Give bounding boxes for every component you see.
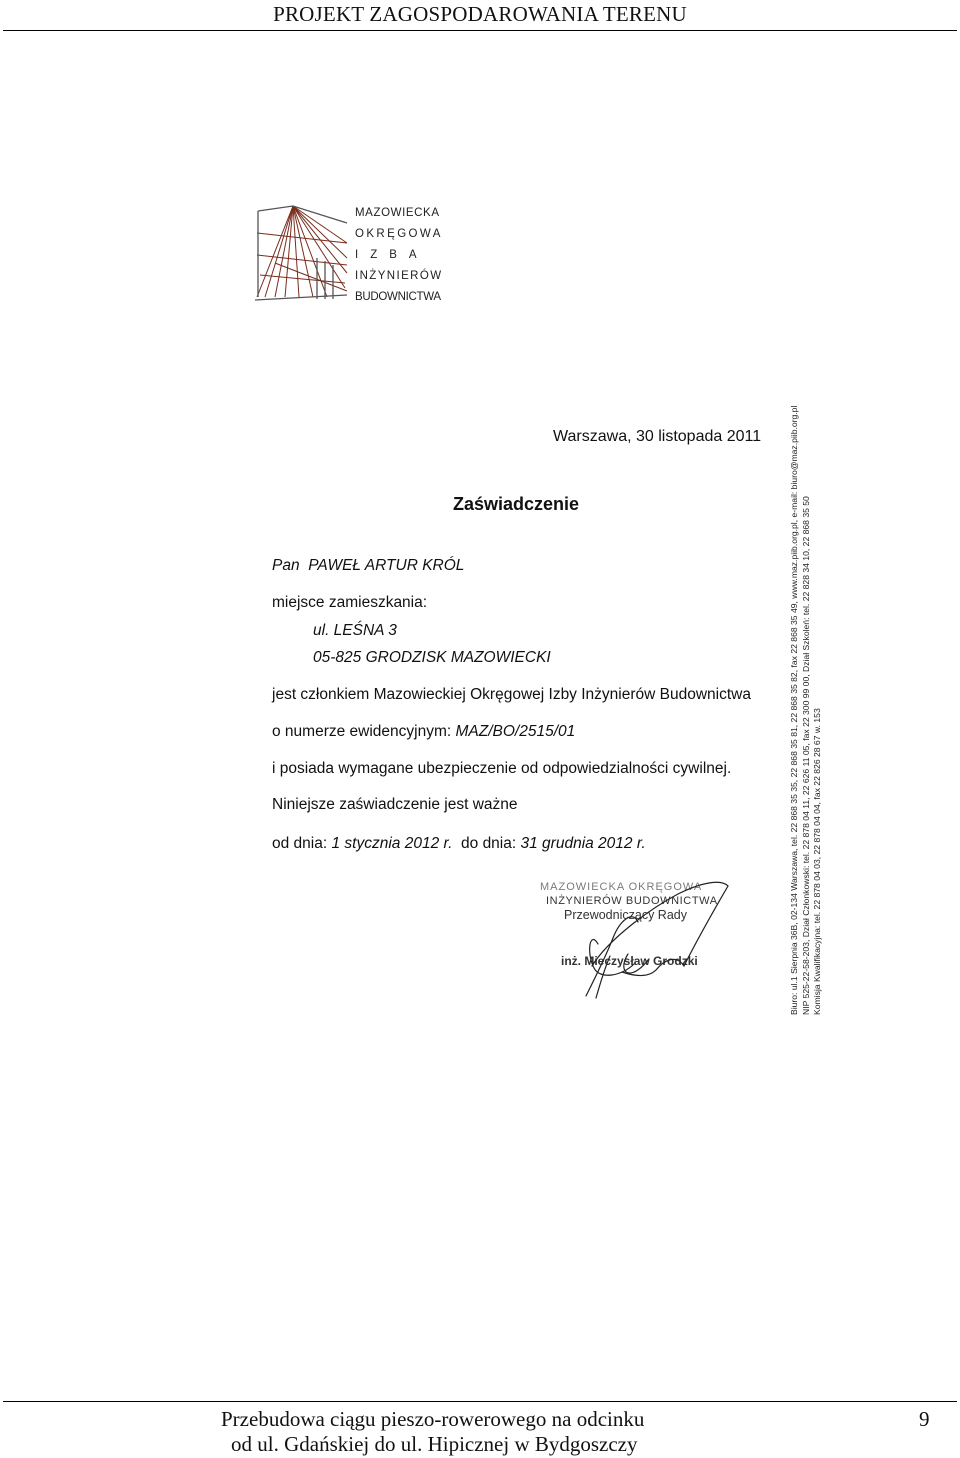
validity-period	[272, 835, 646, 853]
registration-number: MAZ/BO/2515/01	[455, 723, 576, 740]
registration-label: o numerze ewidencyjnym:	[272, 723, 452, 740]
stamp-line-1: MAZOWIECKA OKRĘGOWA	[540, 881, 703, 893]
stamp-line-3: Przewodniczący Rady	[564, 908, 687, 922]
recipient-line	[272, 557, 464, 575]
recipient-title: Pan	[272, 557, 300, 574]
logo-line-4: INŻYNIERÓW	[355, 270, 443, 282]
header-divider	[3, 30, 957, 31]
registration-line	[272, 723, 575, 741]
from-label: od dnia:	[272, 835, 328, 852]
contact-line-1: Biuro: ul.1 Sierpnia 36B, 02-134 Warszawa, tel. 22 868 35 35, 22 868 35 81, 22 868 35 82, fax 22 868 35 49, www.maz.piib.org.pl, e-mail: biuro@maz.piib.org.pl	[789, 405, 799, 1015]
page-footer	[0, 1400, 960, 1458]
validity-text: Niniejsze zaświadczenie jest ważne	[272, 796, 518, 813]
page-number: 9	[919, 1407, 930, 1431]
city-address: 05-825 GRODZISK MAZOWIECKI	[313, 649, 551, 666]
page-title: PROJEKT ZAGOSPODAROWANIA TERENU	[273, 2, 687, 26]
to-date: 31 grudnia 2012 r.	[520, 835, 646, 852]
handwritten-signature-icon	[538, 880, 738, 1000]
contact-line-2: NIP 525-22-58-203, Dział Członkowski: tel. 22 878 04 11, 22 626 11 05, fax 22 300 99 00, Dział Szkoleń: tel. 22 828 34 10, 22 868 35 50	[800, 496, 811, 1015]
membership-text: jest członkiem Mazowieckiej Okręgowej Izby Inżynierów Budownictwa	[272, 686, 751, 703]
stamp-line-2: INŻYNIERÓW BUDOWNICTWA	[546, 895, 718, 907]
street-address: ul. LEŚNA 3	[313, 622, 397, 639]
contact-sidebar	[789, 205, 849, 1015]
letter-date: Warszawa, 30 listopada 2011	[553, 428, 762, 445]
official-stamp	[538, 880, 738, 1000]
footer-project-line-2: od ul. Gdańskiej do ul. Hipicznej w Bydgoszczy	[231, 1432, 638, 1456]
chamber-name	[355, 203, 443, 308]
chamber-logo	[255, 203, 455, 303]
recipient-name: PAWEŁ ARTUR KRÓL	[308, 557, 465, 574]
certificate-heading: Zaświadczenie	[453, 494, 580, 514]
to-label: do dnia:	[461, 835, 517, 852]
contact-line-3: Komisja Kwalifikacyjna: tel. 22 878 04 03, 22 878 04 04, fax 22 826 28 67 w. 153	[812, 708, 822, 1015]
logo-line-5: BUDOWNICTWA	[355, 291, 441, 303]
logo-line-3: IZBA	[355, 249, 429, 261]
residence-label: miejsce zamieszkania:	[272, 594, 428, 611]
footer-project-line-1: Przebudowa ciągu pieszo-rowerowego na odcinku	[221, 1407, 645, 1431]
page-header	[0, 0, 960, 32]
logo-line-2: OKRĘGOWA	[355, 228, 443, 240]
chamber-emblem-icon	[255, 203, 351, 303]
footer-divider	[3, 1401, 957, 1402]
insurance-text: i posiada wymagane ubezpieczenie od odpowiedzialności cywilnej.	[272, 760, 732, 777]
logo-line-1: MAZOWIECKA	[355, 207, 440, 219]
stamp-signatory: inż. Mieczysław Grodzki	[561, 954, 698, 968]
from-date: 1 stycznia 2012 r.	[331, 835, 453, 852]
